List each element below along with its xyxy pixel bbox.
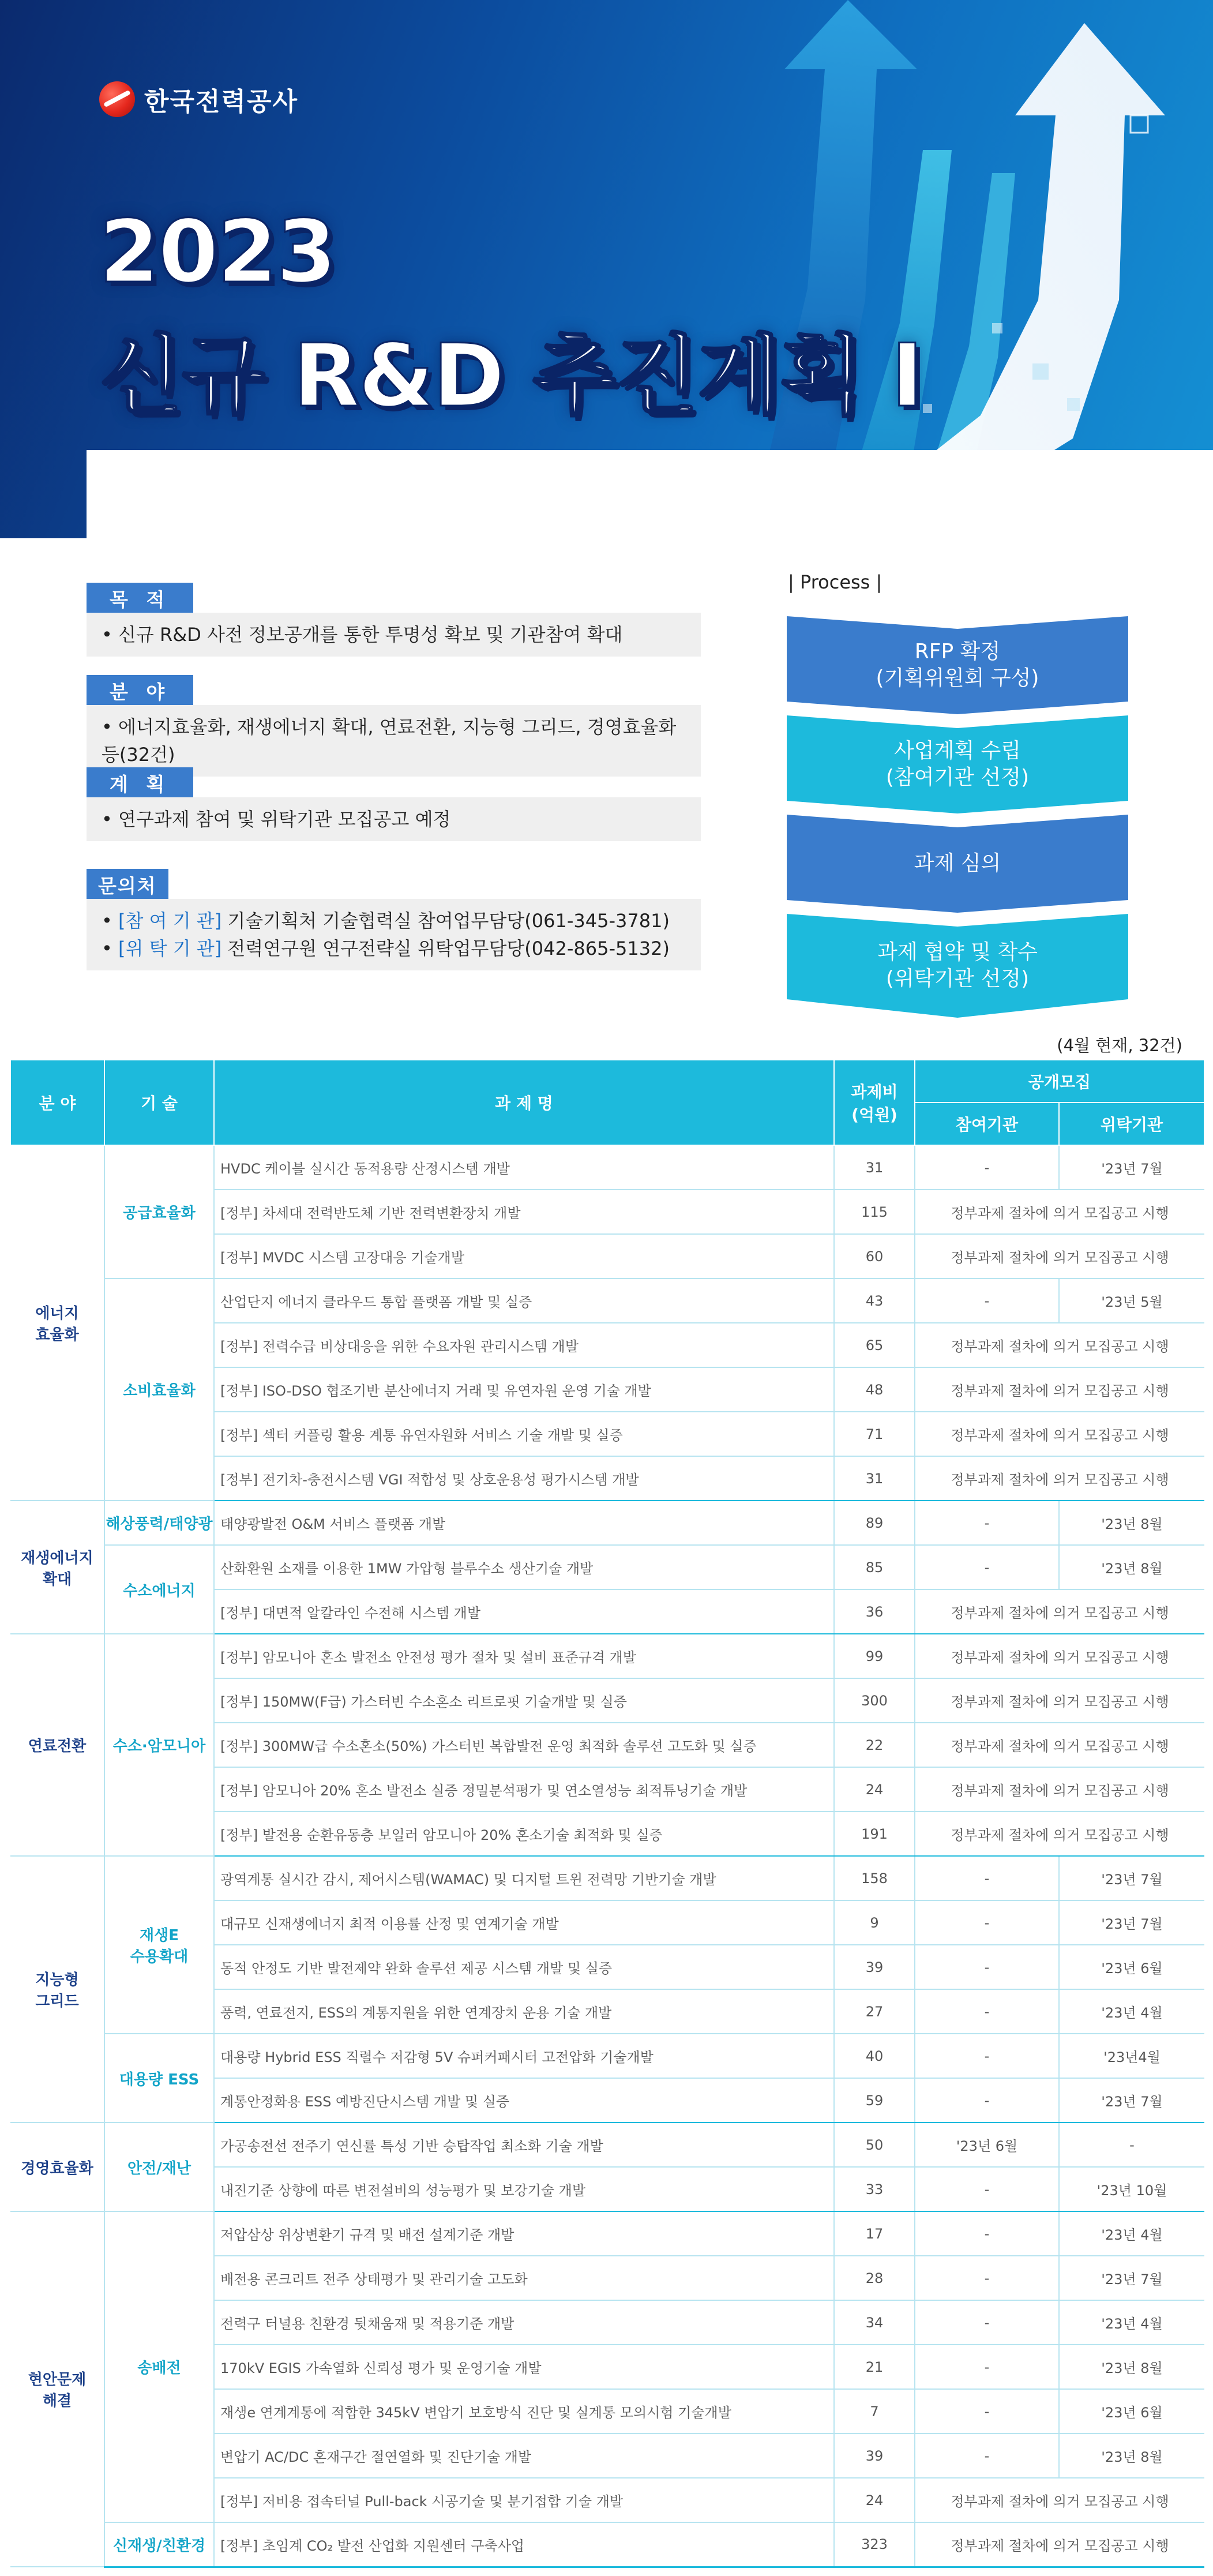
field-section	[87, 675, 701, 777]
cell-project-name: 산화환원 소재를 이용한 1MW 가압형 블루수소 생산기술 개발	[214, 1545, 834, 1589]
cell-project-name: [정부] 차세대 전력반도체 기반 전력변환장치 개발	[214, 1190, 834, 1234]
header-tech: 기 술	[104, 1060, 214, 1145]
cell-participant: -	[915, 2211, 1059, 2256]
header-recruit: 공개모집	[915, 1060, 1204, 1103]
cell-cost: 31	[834, 1456, 915, 1501]
cell-project-name: [정부] ISO-DSO 협조기반 분산에너지 거래 및 유연자원 운영 기술 개발	[214, 1367, 834, 1412]
header-cost-line2: (억원)	[851, 1105, 897, 1124]
cell-cost: 50	[834, 2123, 915, 2167]
cell-cost: 33	[834, 2167, 915, 2211]
field-label: 분 야	[87, 675, 193, 705]
cell-gov-notice: 정부과제 절차에 의거 모집공고 시행	[915, 1190, 1204, 1234]
page-title: 신규 R&D 추진계획 I	[99, 326, 922, 426]
header-cost	[834, 1060, 915, 1145]
cell-cost: 36	[834, 1589, 915, 1634]
cell-tech: 수소에너지	[104, 1545, 214, 1634]
process-step-4	[787, 914, 1128, 1018]
cell-project-name: [정부] 암모니아 혼소 발전소 안전성 평가 절차 및 설비 표준규격 개발	[214, 1634, 834, 1678]
cell-cost: 21	[834, 2345, 915, 2389]
cell-gov-notice: 정부과제 절차에 의거 모집공고 시행	[915, 1456, 1204, 1501]
table-row	[10, 1634, 1204, 1678]
contact-label: 문의처	[87, 869, 168, 899]
cell-cost: 71	[834, 1412, 915, 1456]
cell-project-name: 가공송전선 전주기 연신률 특성 기반 승탑작업 최소화 기술 개발	[214, 2123, 834, 2167]
header-banner	[0, 0, 1213, 538]
header-cost-line1: 과제비	[851, 1082, 898, 1101]
cell-project-name: 태양광발전 O&M 서비스 플랫폼 개발	[214, 1501, 834, 1545]
cell-cost: 17	[834, 2211, 915, 2256]
cell-gov-notice: 정부과제 절차에 의거 모집공고 시행	[915, 1367, 1204, 1412]
contact-participant-tag: [참 여 기 관]	[118, 910, 222, 932]
process-step-4-line2: (위탁기관 선정)	[885, 967, 1030, 991]
cell-project-name: [정부] 발전용 순환유동층 보일러 암모니아 20% 혼소기술 최적화 및 실증	[214, 1812, 834, 1856]
cell-cost: 7	[834, 2389, 915, 2433]
project-table-wrap	[10, 1059, 1204, 2568]
cell-project-name: 광역계통 실시간 감시, 제어시스템(WAMAC) 및 디지털 트윈 전력망 기반기술 개발	[214, 1856, 834, 1900]
contact-participant-text: 기술기획처 기술협력실 참여업무담당(061-345-3781)	[221, 910, 670, 932]
header-field: 분 야	[10, 1060, 104, 1145]
cell-gov-notice: 정부과제 절차에 의거 모집공고 시행	[915, 1323, 1204, 1367]
contact-entrusted-text: 전력연구원 연구전략실 위탁업무담당(042-865-5132)	[221, 938, 670, 959]
cell-cost: 115	[834, 1190, 915, 1234]
cell-cost: 27	[834, 1989, 915, 2034]
cell-participant: -	[915, 2256, 1059, 2300]
plan-label: 계 획	[87, 767, 193, 797]
cell-participant: -	[915, 2167, 1059, 2211]
cell-entrusted: '23년 7월	[1059, 1856, 1204, 1900]
cell-project-name: 산업단지 에너지 클라우드 통합 플랫폼 개발 및 실증	[214, 1278, 834, 1323]
cell-entrusted: '23년 4월	[1059, 2300, 1204, 2345]
cell-cost: 43	[834, 1278, 915, 1323]
process-step-1	[787, 616, 1128, 714]
plan-section	[87, 767, 701, 841]
cell-project-name: [정부] MVDC 시스템 고장대응 기술개발	[214, 1234, 834, 1278]
cell-gov-notice: 정부과제 절차에 의거 모집공고 시행	[915, 2478, 1204, 2522]
cell-gov-notice: 정부과제 절차에 의거 모집공고 시행	[915, 1678, 1204, 1723]
cell-participant: -	[915, 2345, 1059, 2389]
cell-cost: 323	[834, 2522, 915, 2567]
process-step-4-line1: 과제 협약 및 착수	[877, 940, 1038, 964]
process-step-2	[787, 715, 1128, 813]
cell-participant: -	[915, 1989, 1059, 2034]
cell-project-name: [정부] 대면적 알칼라인 수전해 시스템 개발	[214, 1589, 834, 1634]
cell-cost: 39	[834, 1945, 915, 1989]
cell-participant: -	[915, 1278, 1059, 1323]
project-table-body	[10, 1145, 1204, 2567]
process-step-3	[787, 815, 1128, 913]
cell-project-name: 170kV EGIS 가속열화 신뢰성 평가 및 운영기술 개발	[214, 2345, 834, 2389]
cell-cost: 48	[834, 1367, 915, 1412]
cell-gov-notice: 정부과제 절차에 의거 모집공고 시행	[915, 1412, 1204, 1456]
cell-entrusted: '23년 6월	[1059, 2389, 1204, 2433]
cell-tech: 재생E 수용확대	[104, 1856, 214, 2034]
cell-tech: 소비효율화	[104, 1278, 214, 1501]
cell-project-name: 내진기준 상향에 따른 변전설비의 성능평가 및 보강기술 개발	[214, 2167, 834, 2211]
table-row	[10, 1278, 1204, 1323]
cell-entrusted: '23년 7월	[1059, 1900, 1204, 1945]
banner-white-band	[87, 450, 1213, 538]
cell-participant: -	[915, 1545, 1059, 1589]
cell-participant: -	[915, 1501, 1059, 1545]
cell-gov-notice: 정부과제 절차에 의거 모집공고 시행	[915, 1723, 1204, 1767]
cell-project-name: [정부] 150MW(F급) 가스터빈 수소혼소 리트로핏 기술개발 및 실증	[214, 1678, 834, 1723]
cell-project-name: 계통안정화용 ESS 예방진단시스템 개발 및 실증	[214, 2078, 834, 2123]
table-row	[10, 1856, 1204, 1900]
cell-cost: 39	[834, 2433, 915, 2478]
cell-project-name: [정부] 300MW급 수소혼소(50%) 가스터빈 복합발전 운영 최적화 솔루션 고도화 및 실증	[214, 1723, 834, 1767]
kepco-logo	[99, 81, 298, 118]
cell-cost: 59	[834, 2078, 915, 2123]
cell-tech: 송배전	[104, 2211, 214, 2522]
contact-box	[87, 899, 701, 970]
header-entrusted: 위탁기관	[1059, 1103, 1204, 1145]
cell-entrusted: -	[1059, 2123, 1204, 2167]
cell-tech: 공급효율화	[104, 1145, 214, 1278]
cell-entrusted: '23년 8월	[1059, 2345, 1204, 2389]
cell-gov-notice: 정부과제 절차에 의거 모집공고 시행	[915, 2522, 1204, 2567]
cell-cost: 191	[834, 1812, 915, 1856]
cell-gov-notice: 정부과제 절차에 의거 모집공고 시행	[915, 1589, 1204, 1634]
cell-cost: 85	[834, 1545, 915, 1589]
cell-entrusted: '23년 7월	[1059, 2256, 1204, 2300]
table-row	[10, 1145, 1204, 1190]
cell-cost: 24	[834, 1767, 915, 1812]
table-row	[10, 2522, 1204, 2567]
cell-cost: 31	[834, 1145, 915, 1190]
process-title: | Process |	[788, 571, 882, 593]
cell-project-name: [정부] 섹터 커플링 활용 계통 유연자원화 서비스 기술 개발 및 실증	[214, 1412, 834, 1456]
cell-entrusted: '23년 8월	[1059, 1545, 1204, 1589]
project-table	[10, 1059, 1205, 2568]
cell-cost: 65	[834, 1323, 915, 1367]
cell-project-name: [정부] 초임계 CO₂ 발전 산업화 지원센터 구축사업	[214, 2522, 834, 2567]
cell-cost: 40	[834, 2034, 915, 2078]
cell-project-name: HVDC 케이블 실시간 동적용량 산정시스템 개발	[214, 1145, 834, 1190]
cell-participant: -	[915, 1856, 1059, 1900]
cell-tech: 수소·암모니아	[104, 1634, 214, 1856]
table-row	[10, 1545, 1204, 1589]
cell-gov-notice: 정부과제 절차에 의거 모집공고 시행	[915, 1767, 1204, 1812]
cell-project-name: 풍력, 연료전지, ESS의 계통지원을 위한 연계장치 운용 기술 개발	[214, 1989, 834, 2034]
cell-project-name: [정부] 전기차-충전시스템 VGI 적합성 및 상호운용성 평가시스템 개발	[214, 1456, 834, 1501]
process-step-1-line2: (기획위원회 구성)	[876, 666, 1039, 690]
cell-participant: -	[915, 1945, 1059, 1989]
purpose-label: 목 적	[87, 583, 193, 613]
contact-entrusted: • [위 탁 기 관] 전력연구원 연구전략실 위탁업무담당(042-865-5132)	[102, 938, 670, 959]
cell-cost: 9	[834, 1900, 915, 1945]
cell-entrusted: '23년4월	[1059, 2034, 1204, 2078]
cell-project-name: 대용량 Hybrid ESS 직렬수 저감형 5V 슈퍼커패시터 고전압화 기술개발	[214, 2034, 834, 2078]
cell-entrusted: '23년 7월	[1059, 2078, 1204, 2123]
cell-cost: 99	[834, 1634, 915, 1678]
cell-participant: -	[915, 1145, 1059, 1190]
cell-tech: 안전/재난	[104, 2123, 214, 2211]
cell-project-name: [정부] 저비용 접속터널 Pull-back 시공기술 및 분기접합 기술 개발	[214, 2478, 834, 2522]
contact-entrusted-tag: [위 탁 기 관]	[118, 938, 222, 959]
logo-text: 한국전력공사	[144, 87, 299, 117]
cell-gov-notice: 정부과제 절차에 의거 모집공고 시행	[915, 1634, 1204, 1678]
cell-entrusted: '23년 7월	[1059, 1145, 1204, 1190]
purpose-text: • 신규 R&D 사전 정보공개를 통한 투명성 확보 및 기관참여 확대	[87, 613, 701, 657]
cell-participant: -	[915, 1900, 1059, 1945]
cell-field: 재생에너지 확대	[10, 1501, 104, 1634]
cell-entrusted: '23년 8월	[1059, 1501, 1204, 1545]
cell-entrusted: '23년 6월	[1059, 1945, 1204, 1989]
process-step-3-line1: 과제 심의	[914, 852, 1001, 875]
cell-field: 현안문제 해결	[10, 2211, 104, 2567]
cell-project-name: 재생e 연계계통에 적합한 345kV 변압기 보호방식 진단 및 실계통 모의시험 기술개발	[214, 2389, 834, 2433]
cell-entrusted: '23년 5월	[1059, 1278, 1204, 1323]
cell-participant: '23년 6월	[915, 2123, 1059, 2167]
contact-participant: • [참 여 기 관] 기술기획처 기술협력실 참여업무담당(061-345-3781)	[102, 910, 670, 932]
cell-tech: 신재생/친환경	[104, 2522, 214, 2567]
cell-cost: 89	[834, 1501, 915, 1545]
purpose-section	[87, 583, 701, 657]
cell-cost: 22	[834, 1723, 915, 1767]
cell-participant: -	[915, 2389, 1059, 2433]
cell-project-name: 변압기 AC/DC 혼재구간 절연열화 및 진단기술 개발	[214, 2433, 834, 2478]
cell-field: 지능형 그리드	[10, 1856, 104, 2123]
plan-text: • 연구과제 참여 및 위탁기관 모집공고 예정	[87, 797, 701, 841]
cell-gov-notice: 정부과제 절차에 의거 모집공고 시행	[915, 1234, 1204, 1278]
header-project: 과 제 명	[214, 1060, 834, 1145]
cell-project-name: 배전용 콘크리트 전주 상태평가 및 관리기술 고도화	[214, 2256, 834, 2300]
cell-participant: -	[915, 2034, 1059, 2078]
cell-cost: 24	[834, 2478, 915, 2522]
cell-gov-notice: 정부과제 절차에 의거 모집공고 시행	[915, 1812, 1204, 1856]
cell-project-name: [정부] 암모니아 20% 혼소 발전소 실증 정밀분석평가 및 연소열성능 최적튜닝기술 개발	[214, 1767, 834, 1812]
cell-participant: -	[915, 2433, 1059, 2478]
cell-field: 연료전환	[10, 1634, 104, 1856]
cell-participant: -	[915, 2300, 1059, 2345]
cell-cost: 34	[834, 2300, 915, 2345]
title-year: 2023	[99, 202, 336, 302]
table-row	[10, 2211, 1204, 2256]
contact-section	[87, 869, 701, 970]
table-row	[10, 2034, 1204, 2078]
cell-entrusted: '23년 4월	[1059, 2211, 1204, 2256]
cell-field: 경영효율화	[10, 2123, 104, 2211]
cell-entrusted: '23년 4월	[1059, 1989, 1204, 2034]
cell-entrusted: '23년 10월	[1059, 2167, 1204, 2211]
cell-cost: 28	[834, 2256, 915, 2300]
cell-cost: 60	[834, 1234, 915, 1278]
field-text: • 에너지효율화, 재생에너지 확대, 연료전환, 지능형 그리드, 경영효율화 등(32건)	[87, 705, 701, 777]
cell-project-name: [정부] 전력수급 비상대응을 위한 수요자원 관리시스템 개발	[214, 1323, 834, 1367]
table-row	[10, 1501, 1204, 1545]
cell-cost: 158	[834, 1856, 915, 1900]
cell-project-name: 대규모 신재생에너지 최적 이용률 산정 및 연계기술 개발	[214, 1900, 834, 1945]
cell-field: 에너지 효율화	[10, 1145, 104, 1501]
process-step-2-line2: (참여기관 선정)	[885, 766, 1030, 789]
cell-project-name: 동적 안정도 기반 발전제약 완화 솔루션 제공 시스템 개발 및 실증	[214, 1945, 834, 1989]
status-note: (4월 현재, 32건)	[1057, 1036, 1182, 1055]
cell-entrusted: '23년 8월	[1059, 2433, 1204, 2478]
cell-participant: -	[915, 2078, 1059, 2123]
kepco-logo-mark-icon	[99, 81, 135, 117]
cell-cost: 300	[834, 1678, 915, 1723]
cell-tech: 해상풍력/태양광	[104, 1501, 214, 1545]
header-participant: 참여기관	[915, 1103, 1059, 1145]
cell-tech: 대용량 ESS	[104, 2034, 214, 2123]
process-step-2-line1: 사업계획 수립	[893, 739, 1022, 763]
cell-project-name: 전력구 터널용 친환경 뒷채움재 및 적용기준 개발	[214, 2300, 834, 2345]
process-step-1-line1: RFP 확정	[914, 640, 1001, 663]
table-row	[10, 2123, 1204, 2167]
cell-project-name: 저압삼상 위상변환기 규격 및 배전 설계기준 개발	[214, 2211, 834, 2256]
